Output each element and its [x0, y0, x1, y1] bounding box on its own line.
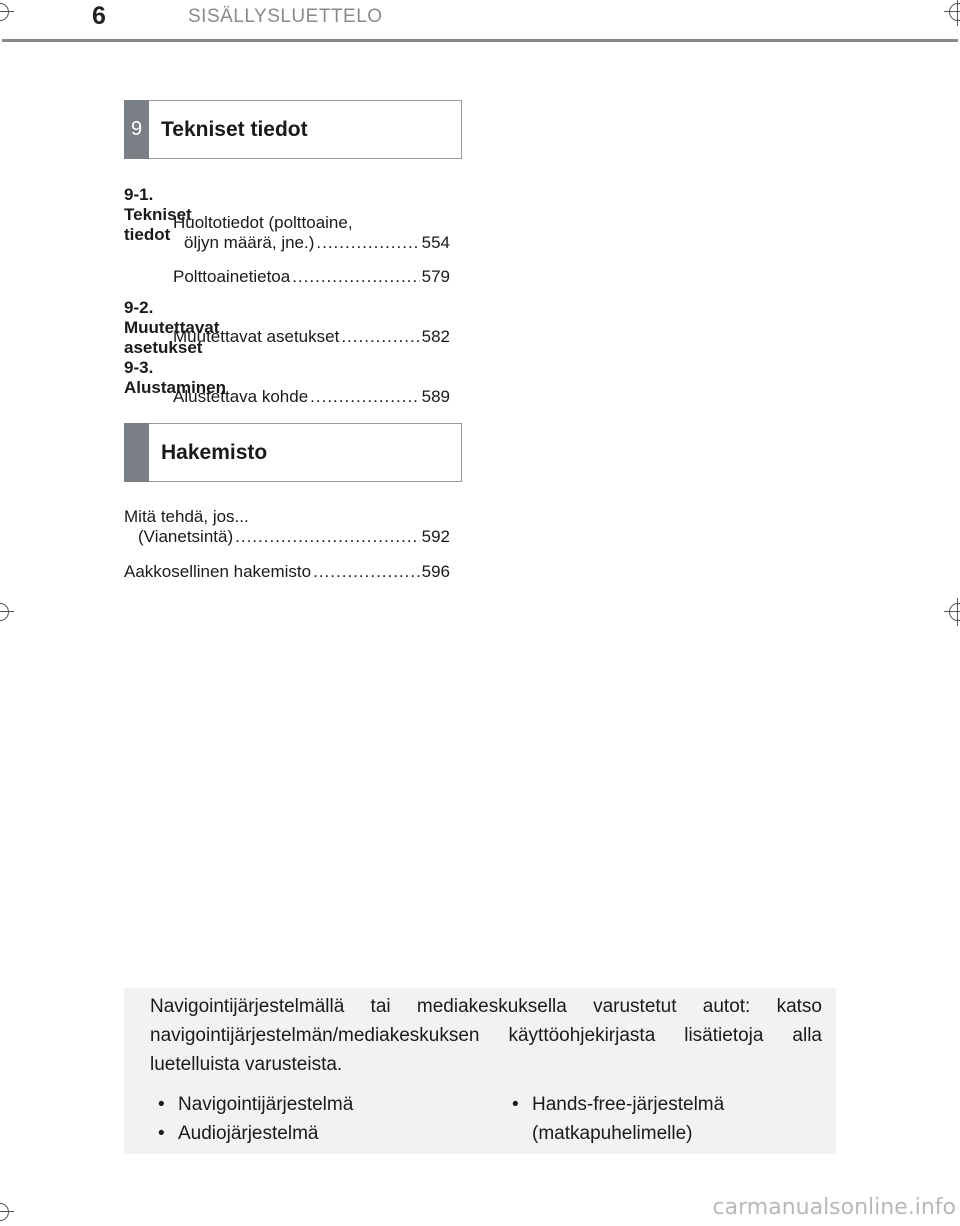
registration-mark-bottom-left	[0, 1198, 14, 1226]
toc-entry-text: Mitä tehdä, jos...	[124, 507, 249, 526]
list-item	[512, 1090, 772, 1148]
chapter-number: 9-1.	[124, 185, 154, 204]
header-rule	[2, 39, 958, 42]
section-title: Hakemisto	[161, 441, 268, 464]
bullet: •	[158, 1123, 165, 1144]
list-item-text: Hands-free-järjestelmä (matkapuhelimelle)	[532, 1094, 725, 1144]
toc-entry[interactable]	[173, 387, 450, 407]
toc-page-number: 579	[421, 267, 450, 286]
bullet: •	[158, 1094, 165, 1115]
leader-dots	[235, 527, 419, 547]
toc-entry-text: öljyn määrä, jne.)	[184, 233, 315, 252]
list-item-text: Navigointijärjestelmä	[178, 1094, 354, 1115]
toc-page-number: 596	[421, 562, 450, 581]
toc-entry-text: Alustettava kohde	[173, 387, 309, 406]
registration-mark-mid-left	[0, 598, 14, 626]
toc-entry-text: Aakkosellinen hakemisto	[124, 562, 312, 581]
watermark: carmanualsonline.info	[712, 1195, 956, 1220]
section-title: Tekniset tiedot	[161, 118, 308, 141]
leader-dots	[292, 267, 419, 287]
registration-mark-top-right	[944, 0, 960, 26]
toc-entry[interactable]	[173, 267, 450, 287]
toc-entry-text: Muutettavat asetukset	[173, 327, 340, 346]
list-item-text: Audiojärjestelmä	[178, 1123, 319, 1144]
running-title: SISÄLLYSLUETTELO	[188, 6, 383, 27]
registration-mark-mid-right	[944, 598, 960, 626]
bullet: •	[512, 1094, 519, 1115]
leader-dots	[316, 233, 419, 253]
toc-entry-text: (Vianetsintä)	[138, 527, 234, 546]
leader-dots	[341, 327, 419, 347]
note-list-left	[158, 1090, 353, 1148]
list-item	[158, 1090, 353, 1119]
list-item	[158, 1119, 353, 1148]
toc-entry[interactable]	[124, 507, 450, 547]
toc-page-number: 554	[421, 233, 450, 252]
toc-entry[interactable]	[124, 562, 450, 582]
chapter-number: 9-2.	[124, 298, 154, 317]
page-number: 6	[92, 2, 106, 30]
chapter-number: 9-3.	[124, 358, 154, 377]
leader-dots	[310, 387, 419, 407]
toc-entry[interactable]	[173, 213, 450, 253]
note-list-right	[512, 1090, 772, 1148]
note-text: Navigointijärjestelmällä tai mediakeskuksella varustetut autot: katso navigointijärjestelmän/mediakeskuksen käyttöohjekirjasta lisätietoja alla luetelluista varusteista.	[150, 996, 822, 1075]
toc-page-number: 589	[421, 387, 450, 406]
toc-entry-text: Huoltotiedot (polttoaine,	[173, 213, 353, 232]
section-header-index	[124, 423, 462, 482]
chapter-title: Alustaminen	[124, 378, 227, 397]
leader-dots	[313, 562, 420, 582]
chapter-title: Muutettavat asetukset	[124, 318, 220, 357]
page-header	[0, 0, 960, 44]
note-box	[124, 988, 836, 1154]
chapter-title: Tekniset tiedot	[124, 205, 192, 244]
toc-entry[interactable]	[173, 327, 450, 347]
section-tab	[124, 423, 149, 482]
toc-entry-text: Polttoainetietoa	[173, 267, 291, 286]
section-header-technical-data	[124, 100, 462, 159]
registration-mark-top-left	[0, 0, 14, 26]
toc-page-number: 582	[421, 327, 450, 346]
section-tab-number: 9	[124, 100, 149, 159]
toc-page-number: 592	[421, 527, 450, 546]
